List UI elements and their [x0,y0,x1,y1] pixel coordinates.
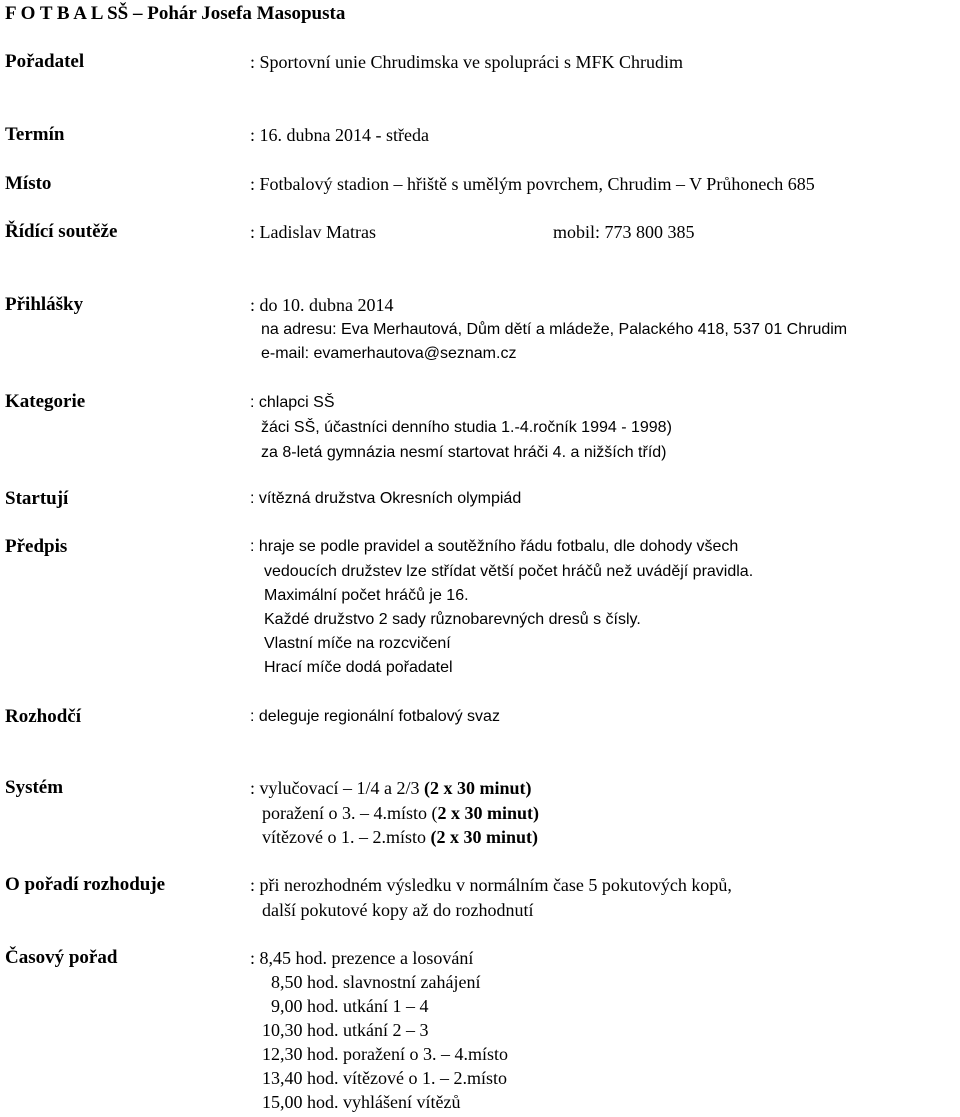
value-system-line1-bold: (2 x 30 minut) [423,778,532,798]
document-title: F O T B A L SŠ – Pohár Josefa Masopusta [5,3,346,24]
value-system-line1-text: : vylučovací – 1/4 a 2/3 [250,778,420,798]
value-system-line3 [262,825,538,849]
value-predpis: : hraje se podle pravidel a soutěžního řádu fotbalu, dle dohody všech [250,538,739,555]
value-ridici: : Ladislav Matras [250,222,376,242]
schedule-item: : 8,45 hod. prezence a losování [250,948,474,968]
value-kategorie-line2: žáci SŠ, účastníci denního studia 1.-4.ročník 1994 - 1998) [261,419,672,436]
value-poradi: : při nerozhodném výsledku v normálním čase 5 pokutových kopů, [250,875,732,895]
schedule-item: 12,30 hod. poražení o 3. – 4.místo [262,1044,508,1064]
value-system-line3-text: vítězové o 1. – 2.místo [262,827,426,847]
schedule-item: 10,30 hod. utkání 2 – 3 [262,1020,429,1040]
value-termin: : 16. dubna 2014 - středa [250,125,429,145]
label-rozhodci: Rozhodčí [5,706,81,727]
value-system-line2 [262,801,539,825]
label-termin: Termín [5,124,65,145]
value-kategorie: : chlapci SŠ [250,394,335,411]
value-rozhodci: : deleguje regionální fotbalový svaz [250,708,500,725]
value-predpis-line6: Hrací míče dodá pořadatel [264,659,453,676]
value-predpis-line5: Vlastní míče na rozcvičení [264,635,451,652]
value-prihlasky: : do 10. dubna 2014 [250,295,394,315]
label-predpis: Předpis [5,536,68,557]
label-casovy: Časový pořad [5,947,118,968]
label-startuji: Startují [5,488,69,509]
schedule-item: 8,50 hod. slavnostní zahájení [271,972,481,992]
label-poradatel: Pořadatel [5,51,85,72]
label-ridici: Řídící soutěže [5,221,118,242]
value-ridici-mobile: mobil: 773 800 385 [553,222,695,242]
schedule-item: 15,00 hod. vyhlášení vítězů [262,1092,461,1112]
value-predpis-line3: Maximální počet hráčů je 16. [264,587,469,604]
value-system-line2-text: poražení o 3. – 4.místo ( [262,803,438,823]
value-prihlasky-address: na adresu: Eva Merhautová, Dům dětí a mládeže, Palackého 418, 537 01 Chrudim [261,321,848,338]
value-startuji: : vítězná družstva Okresních olympiád [250,490,522,507]
value-kategorie-line3: za 8-letá gymnázia nesmí startovat hráči 4. a nižších tříd) [261,444,667,461]
schedule-item: 9,00 hod. utkání 1 – 4 [271,996,429,1016]
label-kategorie: Kategorie [5,391,86,412]
value-poradi-line2: další pokutové kopy až do rozhodnutí [262,900,534,920]
value-predpis-line2: vedoucích družstev lze střídat větší počet hráčů než uvádějí pravidla. [264,563,754,580]
label-misto: Místo [5,173,52,194]
value-misto: : Fotbalový stadion – hřiště s umělým povrchem, Chrudim – V Průhonech 685 [250,174,815,194]
value-poradatel: : Sportovní unie Chrudimska ve spolupráci s MFK Chrudim [250,52,683,72]
schedule-item: 13,40 hod. vítězové o 1. – 2.místo [262,1068,507,1088]
value-system-line3-bold: (2 x 30 minut) [430,827,538,847]
value-predpis-line4: Každé družstvo 2 sady různobarevných dresů s čísly. [264,611,641,628]
label-poradi: O pořadí rozhoduje [5,874,166,895]
value-system-line1 [250,776,531,800]
label-prihlasky: Přihlášky [5,294,84,315]
label-system: Systém [5,777,64,798]
value-prihlasky-email: e-mail: evamerhautova@seznam.cz [261,345,517,362]
value-system-line2-bold: 2 x 30 minut) [437,803,539,823]
